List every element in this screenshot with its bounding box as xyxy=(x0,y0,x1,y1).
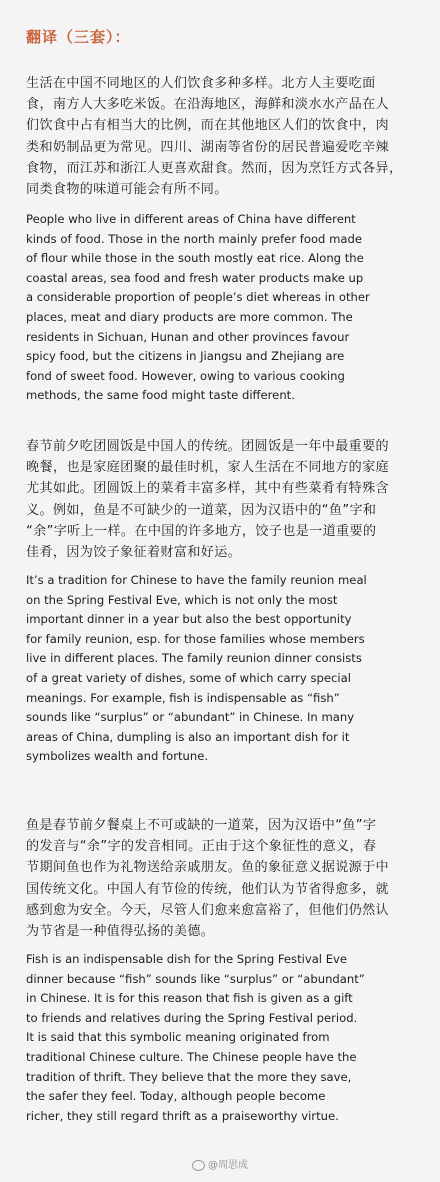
watermark-handle: @周思成 xyxy=(208,1160,248,1171)
weibo-icon xyxy=(192,1160,205,1171)
watermark-footer xyxy=(0,1156,440,1171)
section-heading: 翻译（三套）： xyxy=(26,28,131,46)
paragraph-english-3: Fish is an indispensable dish for the Spring Festival Eve dinner because “fish” sounds like “surplus” or “abundant” in Chinese. It is for this reason that fish is given as a gift to friends and relatives during the Spring Festival period. It is said that this symbolic meaning originated from traditional Chinese culture. The Chinese people have the tradition of thrift. They believe that the more they save, the safer they feel. Today, although people become richer, they still regard thrift as a praiseworthy virtue. xyxy=(26,952,365,1123)
paragraph-chinese-3: 鱼是春节前夕餐桌上不可或缺的一道菜，因为汉语中“鱼”字 的发音与“余”字的发音相同。正由于这个象征性的意义，春 节期间鱼也作为礼物送给亲戚朋友。鱼的象征意义据说源于中 国传统文化。中国人有节俭的传统，他们认为节省得愈多，就 感到愈为安全。今天，尽管人们愈来愈富裕了，但他们仍然认 为节省是一种值得弘扬的美德。 xyxy=(26,818,389,940)
paragraph-english-1: People who live in different areas of China have different kinds of food. Those in the north mainly prefer food made of flour while those in the south mostly eat rice. Along the coastal areas, sea food and fresh water products make up a considerable proportion of people’s diet whereas in other places, meat and diary products are more common. The residents in Sichuan, Hunan and other provinces favour spicy food, but the citizens in Jiangsu and Zhejiang are fond of sweet food. However, owing to various cooking methods, the same food might taste different. xyxy=(26,212,370,403)
paragraph-chinese-1: 生活在中国不同地区的人们饮食多种多样。北方人主要吃面 食，南方人大多吃米饭。在沿海地区，海鲜和淡水水产品在人 们饮食中占有相当大的比例，而在其他地区人们的饮食中，肉 类和奶制品更为常见。四川、湖南等省份的居民普遍爱吃辛辣 食物，而江苏和浙江人更喜欢甜食。然而，因为烹饪方式各异， 同类食物的味道可能会有所不同。 xyxy=(26,76,403,198)
paragraph-english-2: It’s a tradition for Chinese to have the family reunion meal on the Spring Festival Eve, which is not only the most important dinner in a year but also the best opportunity for family reunion, esp. for those families whose members live in different places. The family reunion dinner consists of a great variety of dishes, some of which carry special meanings. For example, fish is indispensable as “fish” sounds like “surplus” or “abundant” in Chinese. In many areas of China, dumpling is also an important dish for it symbolizes wealth and fortune. xyxy=(26,573,367,764)
paragraph-chinese-2: 春节前夕吃团圆饭是中国人的传统。团圆饭是一年中最重要的 晚餐，也是家庭团聚的最佳时机，家人生活在不同地方的家庭 尤其如此。团圆饭上的菜肴丰富多样，其中有些菜肴有特殊含 义。例如，鱼是不可缺少的一道菜，因为汉语中的“鱼”字和 “余”字听上一样。在中国的许多地方，饺子也是一道重要的 佳肴，因为饺子象征着财富和好运。 xyxy=(26,439,389,561)
